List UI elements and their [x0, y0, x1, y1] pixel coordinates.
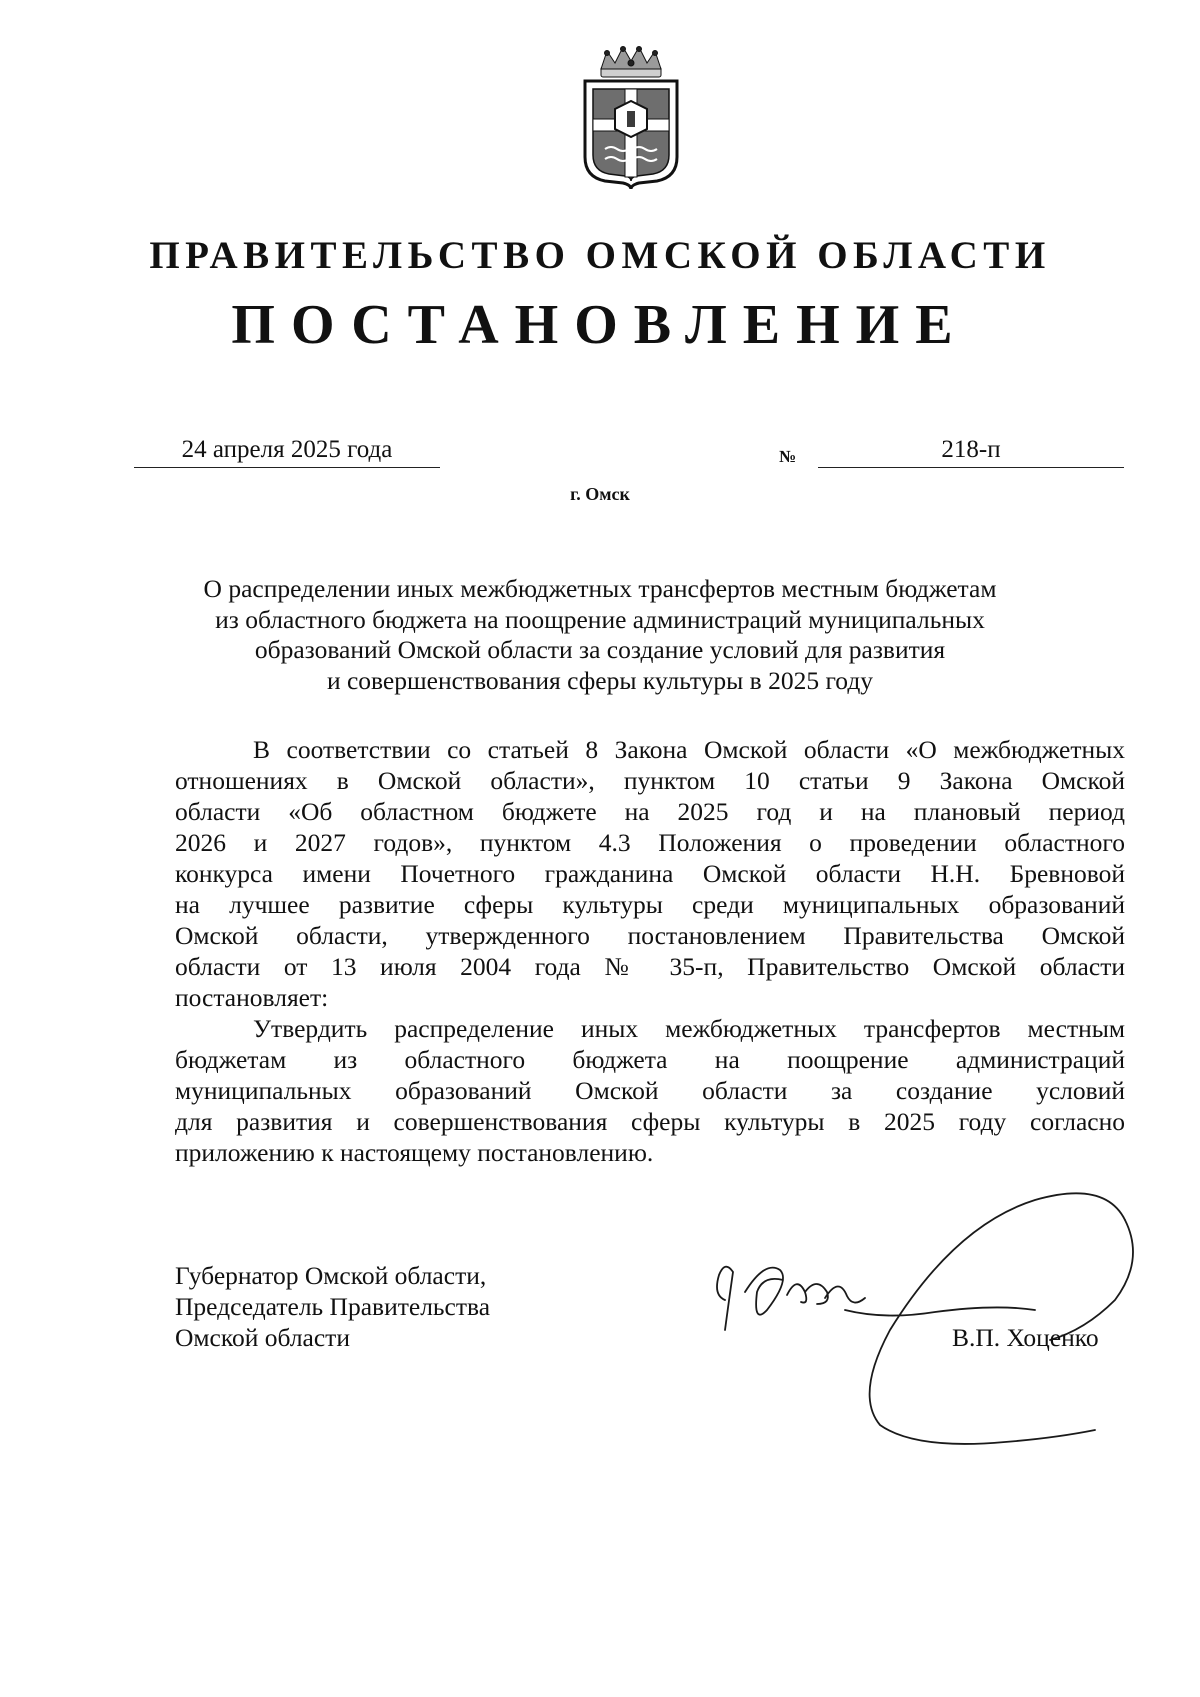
subject-line: О распределении иных межбюджетных трансфертов местным бюджетам [203, 574, 997, 603]
subject-line: из областного бюджета на поощрение администраций муниципальных [215, 604, 985, 634]
body-line: области «Об областном бюджете на 2025 год и на плановый период [175, 797, 1125, 826]
signer-position-line: Омской области [175, 1323, 350, 1352]
signature-icon [705, 1180, 1145, 1450]
body-line: на лучшее развитие сферы культуры среди муниципальных образований [175, 890, 1125, 919]
body-line: Омской области, утвержденного постановлением Правительства Омской [175, 921, 1125, 950]
body-line: Утвердить распределение иных межбюджетных трансфертов местным [253, 1014, 1125, 1043]
signer-position [175, 1260, 490, 1353]
document-subject [150, 574, 1050, 696]
document-place: г. Омск [570, 484, 630, 504]
body-line: В соответствии со статьей 8 Закона Омской области «О межбюджетных [253, 735, 1125, 764]
signer-position-line: Губернатор Омской области, [175, 1261, 487, 1290]
body-line: для развития и совершенствования сферы культуры в 2025 году согласно [175, 1107, 1125, 1136]
body-line: области от 13 июля 2004 года № 35-п, Правительство Омской области [175, 952, 1125, 981]
document-number: 218-п [818, 433, 1124, 468]
body-line: 2026 и 2027 годов», пунктом 4.3 Положения о проведении областного [175, 828, 1125, 857]
body-line: муниципальных образований Омской области за создание условий [175, 1076, 1125, 1105]
body-line: бюджетам из областного бюджета на поощрение администраций [175, 1045, 1125, 1074]
document-type-title: ПОСТАНОВЛЕНИЕ [231, 294, 969, 356]
signer-name: В.П. Хоценко [952, 1323, 1099, 1352]
number-sign: № [779, 447, 797, 466]
body-line: постановляет: [175, 983, 329, 1012]
document-body [175, 734, 1125, 1168]
coat-of-arms-icon [575, 45, 687, 190]
government-title: ПРАВИТЕЛЬСТВО ОМСКОЙ ОБЛАСТИ [149, 234, 1051, 277]
signer-position-line: Председатель Правительства [175, 1292, 491, 1321]
body-line: отношениях в Омской области», пунктом 10 статьи 9 Закона Омской [175, 766, 1125, 795]
subject-line: образований Омской области за создание условий для развития [254, 635, 946, 664]
body-line: конкурса имени Почетного гражданина Омской области Н.Н. Бревновой [175, 859, 1125, 888]
document-date: 24 апреля 2025 года [134, 433, 440, 468]
subject-line: и совершенствования сферы культуры в 2025 году [326, 665, 874, 695]
body-line: приложению к настоящему постановлению. [175, 1138, 654, 1167]
